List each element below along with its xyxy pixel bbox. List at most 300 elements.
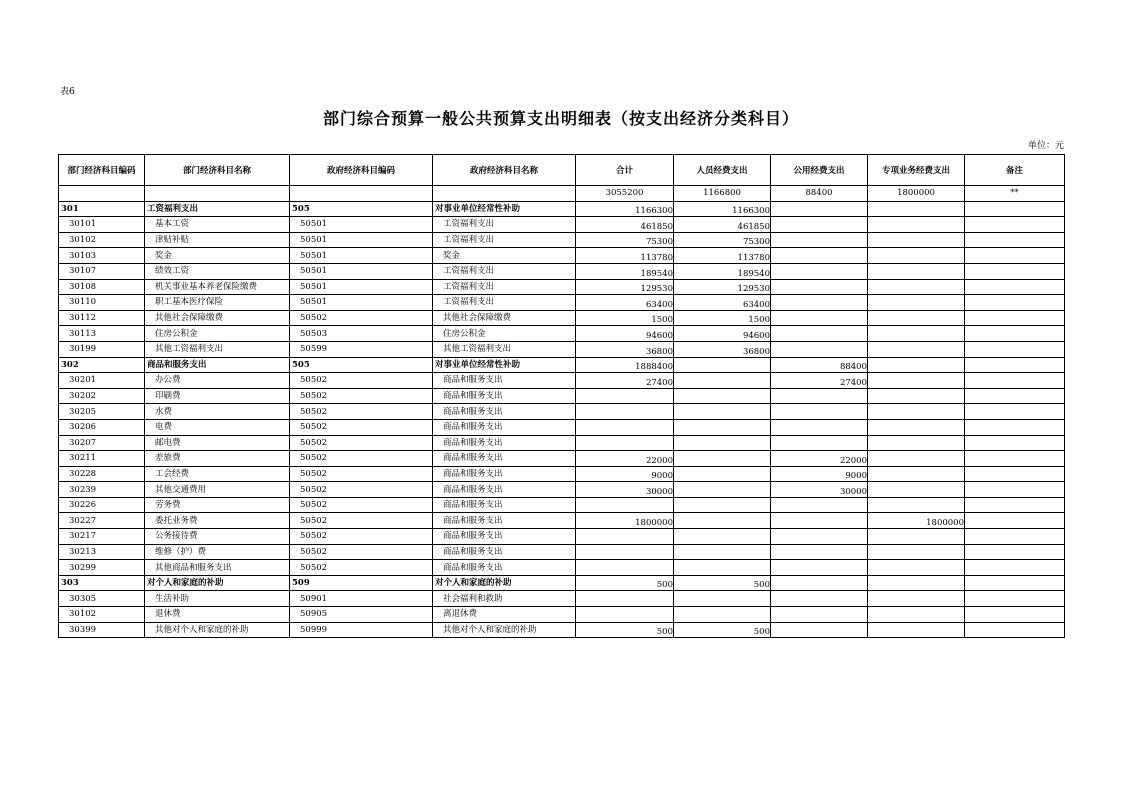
public-cell: 30000 bbox=[771, 482, 868, 498]
table-group-row bbox=[59, 357, 1065, 373]
note-cell bbox=[965, 466, 1065, 482]
gov-name-cell: 工资福利支出 bbox=[433, 263, 576, 279]
dept-code-cell: 30226 bbox=[59, 497, 145, 513]
column-header: 公用经费支出 bbox=[771, 155, 868, 186]
column-header: 部门经济科目编码 bbox=[59, 155, 145, 186]
gov-name-cell: 对个人和家庭的补助 bbox=[433, 575, 576, 591]
gov-name-cell: 商品和服务支出 bbox=[433, 482, 576, 498]
dept-code-cell: 30110 bbox=[59, 295, 145, 311]
dept-code-cell: 30399 bbox=[59, 622, 145, 638]
note-cell bbox=[965, 248, 1065, 264]
summary-public: 88400 bbox=[771, 186, 868, 202]
summary-cell-empty bbox=[145, 186, 290, 202]
summary-total: 3055200 bbox=[576, 186, 674, 202]
special-cell: 1800000 bbox=[868, 513, 965, 529]
personnel-cell: 63400 bbox=[674, 295, 771, 311]
table-row bbox=[59, 279, 1065, 295]
special-cell bbox=[868, 201, 965, 217]
gov-code-cell: 50501 bbox=[290, 279, 433, 295]
public-cell bbox=[771, 497, 868, 513]
total-cell: 1166300 bbox=[576, 201, 674, 217]
personnel-cell: 75300 bbox=[674, 232, 771, 248]
personnel-cell bbox=[674, 591, 771, 607]
gov-name-cell: 住房公积金 bbox=[433, 326, 576, 342]
dept-code-cell: 30217 bbox=[59, 529, 145, 545]
gov-name-cell: 商品和服务支出 bbox=[433, 466, 576, 482]
note-cell bbox=[965, 295, 1065, 311]
table-row bbox=[59, 544, 1065, 560]
dept-code-cell: 30207 bbox=[59, 435, 145, 451]
gov-name-cell: 对事业单位经常性补助 bbox=[433, 201, 576, 217]
total-cell bbox=[576, 435, 674, 451]
personnel-cell bbox=[674, 513, 771, 529]
total-cell: 500 bbox=[576, 622, 674, 638]
table-row bbox=[59, 560, 1065, 576]
gov-name-cell: 商品和服务支出 bbox=[433, 373, 576, 389]
public-cell bbox=[771, 232, 868, 248]
gov-name-cell: 商品和服务支出 bbox=[433, 497, 576, 513]
gov-code-cell: 50905 bbox=[290, 607, 433, 623]
total-cell bbox=[576, 591, 674, 607]
personnel-cell: 500 bbox=[674, 622, 771, 638]
public-cell bbox=[771, 310, 868, 326]
special-cell bbox=[868, 529, 965, 545]
personnel-cell bbox=[674, 388, 771, 404]
total-cell: 22000 bbox=[576, 451, 674, 467]
note-cell bbox=[965, 560, 1065, 576]
table-row bbox=[59, 248, 1065, 264]
dept-name-cell: 商品和服务支出 bbox=[145, 357, 290, 373]
special-cell bbox=[868, 310, 965, 326]
dept-name-cell: 奖金 bbox=[145, 248, 290, 264]
gov-code-cell: 509 bbox=[290, 575, 433, 591]
personnel-cell: 36800 bbox=[674, 341, 771, 357]
gov-code-cell: 50501 bbox=[290, 217, 433, 233]
special-cell bbox=[868, 357, 965, 373]
public-cell bbox=[771, 217, 868, 233]
special-cell bbox=[868, 591, 965, 607]
dept-name-cell: 机关事业基本养老保险缴费 bbox=[145, 279, 290, 295]
dept-code-cell: 30213 bbox=[59, 544, 145, 560]
dept-name-cell: 其他工资福利支出 bbox=[145, 341, 290, 357]
dept-name-cell: 印刷费 bbox=[145, 388, 290, 404]
personnel-cell: 189540 bbox=[674, 263, 771, 279]
gov-code-cell: 50501 bbox=[290, 295, 433, 311]
public-cell bbox=[771, 326, 868, 342]
special-cell bbox=[868, 435, 965, 451]
note-cell bbox=[965, 513, 1065, 529]
dept-name-cell: 委托业务费 bbox=[145, 513, 290, 529]
note-cell bbox=[965, 404, 1065, 420]
public-cell bbox=[771, 591, 868, 607]
note-cell bbox=[965, 575, 1065, 591]
dept-name-cell: 办公费 bbox=[145, 373, 290, 389]
note-cell bbox=[965, 263, 1065, 279]
table-row bbox=[59, 622, 1065, 638]
public-cell bbox=[771, 295, 868, 311]
dept-name-cell: 其他对个人和家庭的补助 bbox=[145, 622, 290, 638]
dept-code-cell: 30228 bbox=[59, 466, 145, 482]
public-cell bbox=[771, 560, 868, 576]
public-cell bbox=[771, 263, 868, 279]
table-row bbox=[59, 263, 1065, 279]
dept-name-cell: 劳务费 bbox=[145, 497, 290, 513]
total-cell: 94600 bbox=[576, 326, 674, 342]
dept-code-cell: 30211 bbox=[59, 451, 145, 467]
column-header: 人员经费支出 bbox=[674, 155, 771, 186]
gov-code-cell: 50901 bbox=[290, 591, 433, 607]
summary-personnel: 1166800 bbox=[674, 186, 771, 202]
gov-name-cell: 商品和服务支出 bbox=[433, 544, 576, 560]
note-cell bbox=[965, 388, 1065, 404]
public-cell bbox=[771, 513, 868, 529]
budget-detail-table bbox=[58, 154, 1065, 638]
note-cell bbox=[965, 451, 1065, 467]
public-cell bbox=[771, 248, 868, 264]
personnel-cell: 500 bbox=[674, 575, 771, 591]
personnel-cell: 129530 bbox=[674, 279, 771, 295]
dept-code-cell: 302 bbox=[59, 357, 145, 373]
table-row bbox=[59, 591, 1065, 607]
gov-name-cell: 商品和服务支出 bbox=[433, 529, 576, 545]
column-header: 部门经济科目名称 bbox=[145, 155, 290, 186]
note-cell bbox=[965, 357, 1065, 373]
summary-special: 1800000 bbox=[868, 186, 965, 202]
gov-name-cell: 其他对个人和家庭的补助 bbox=[433, 622, 576, 638]
gov-code-cell: 50502 bbox=[290, 310, 433, 326]
dept-name-cell: 差旅费 bbox=[145, 451, 290, 467]
special-cell bbox=[868, 466, 965, 482]
note-cell bbox=[965, 497, 1065, 513]
personnel-cell bbox=[674, 357, 771, 373]
personnel-cell: 94600 bbox=[674, 326, 771, 342]
special-cell bbox=[868, 419, 965, 435]
public-cell bbox=[771, 529, 868, 545]
public-cell bbox=[771, 622, 868, 638]
note-cell bbox=[965, 341, 1065, 357]
dept-name-cell: 退休费 bbox=[145, 607, 290, 623]
table-row bbox=[59, 513, 1065, 529]
dept-code-cell: 30108 bbox=[59, 279, 145, 295]
note-cell bbox=[965, 435, 1065, 451]
public-cell bbox=[771, 201, 868, 217]
table-row bbox=[59, 373, 1065, 389]
gov-code-cell: 50502 bbox=[290, 435, 433, 451]
table-row bbox=[59, 232, 1065, 248]
gov-name-cell: 工资福利支出 bbox=[433, 295, 576, 311]
special-cell bbox=[868, 295, 965, 311]
unit-label: 单位：元 bbox=[1027, 141, 1064, 151]
public-cell bbox=[771, 279, 868, 295]
column-header: 政府经济科目编码 bbox=[290, 155, 433, 186]
personnel-cell bbox=[674, 529, 771, 545]
total-cell bbox=[576, 497, 674, 513]
gov-name-cell: 商品和服务支出 bbox=[433, 513, 576, 529]
summary-note: ** bbox=[965, 186, 1065, 202]
gov-code-cell: 50502 bbox=[290, 388, 433, 404]
total-cell: 500 bbox=[576, 575, 674, 591]
total-cell: 129530 bbox=[576, 279, 674, 295]
public-cell: 88400 bbox=[771, 357, 868, 373]
dept-name-cell: 职工基本医疗保险 bbox=[145, 295, 290, 311]
gov-name-cell: 商品和服务支出 bbox=[433, 419, 576, 435]
special-cell bbox=[868, 326, 965, 342]
gov-name-cell: 奖金 bbox=[433, 248, 576, 264]
gov-code-cell: 505 bbox=[290, 357, 433, 373]
public-cell bbox=[771, 388, 868, 404]
note-cell bbox=[965, 482, 1065, 498]
table-row bbox=[59, 310, 1065, 326]
column-header: 备注 bbox=[965, 155, 1065, 186]
note-cell bbox=[965, 529, 1065, 545]
dept-name-cell: 其他社会保障缴费 bbox=[145, 310, 290, 326]
public-cell bbox=[771, 419, 868, 435]
total-cell: 36800 bbox=[576, 341, 674, 357]
dept-name-cell: 工资福利支出 bbox=[145, 201, 290, 217]
total-cell: 1500 bbox=[576, 310, 674, 326]
gov-code-cell: 50502 bbox=[290, 466, 433, 482]
table-row bbox=[59, 326, 1065, 342]
special-cell bbox=[868, 279, 965, 295]
table-row bbox=[59, 451, 1065, 467]
dept-code-cell: 30101 bbox=[59, 217, 145, 233]
note-cell bbox=[965, 310, 1065, 326]
special-cell bbox=[868, 248, 965, 264]
public-cell bbox=[771, 607, 868, 623]
dept-code-cell: 30103 bbox=[59, 248, 145, 264]
summary-cell-empty bbox=[59, 186, 145, 202]
special-cell bbox=[868, 607, 965, 623]
total-cell: 27400 bbox=[576, 373, 674, 389]
special-cell bbox=[868, 232, 965, 248]
total-cell: 75300 bbox=[576, 232, 674, 248]
dept-code-cell: 30107 bbox=[59, 263, 145, 279]
note-cell bbox=[965, 232, 1065, 248]
gov-code-cell: 50999 bbox=[290, 622, 433, 638]
gov-name-cell: 工资福利支出 bbox=[433, 232, 576, 248]
special-cell bbox=[868, 217, 965, 233]
total-cell bbox=[576, 388, 674, 404]
special-cell bbox=[868, 497, 965, 513]
dept-code-cell: 30199 bbox=[59, 341, 145, 357]
dept-code-cell: 30113 bbox=[59, 326, 145, 342]
dept-code-cell: 30227 bbox=[59, 513, 145, 529]
dept-name-cell: 工会经费 bbox=[145, 466, 290, 482]
gov-code-cell: 505 bbox=[290, 201, 433, 217]
gov-name-cell: 其他工资福利支出 bbox=[433, 341, 576, 357]
note-cell bbox=[965, 279, 1065, 295]
personnel-cell bbox=[674, 373, 771, 389]
table-row bbox=[59, 497, 1065, 513]
dept-code-cell: 30239 bbox=[59, 482, 145, 498]
table-group-row bbox=[59, 201, 1065, 217]
dept-name-cell: 邮电费 bbox=[145, 435, 290, 451]
total-cell: 1888400 bbox=[576, 357, 674, 373]
dept-name-cell: 公务接待费 bbox=[145, 529, 290, 545]
gov-name-cell: 工资福利支出 bbox=[433, 279, 576, 295]
table-row bbox=[59, 466, 1065, 482]
table-row bbox=[59, 435, 1065, 451]
public-cell bbox=[771, 341, 868, 357]
note-cell bbox=[965, 217, 1065, 233]
dept-name-cell: 津贴补贴 bbox=[145, 232, 290, 248]
special-cell bbox=[868, 575, 965, 591]
personnel-cell bbox=[674, 419, 771, 435]
personnel-cell: 113780 bbox=[674, 248, 771, 264]
gov-name-cell: 商品和服务支出 bbox=[433, 435, 576, 451]
table-row bbox=[59, 388, 1065, 404]
note-cell bbox=[965, 591, 1065, 607]
table-row bbox=[59, 482, 1065, 498]
gov-code-cell: 50502 bbox=[290, 497, 433, 513]
personnel-cell bbox=[674, 435, 771, 451]
dept-code-cell: 30305 bbox=[59, 591, 145, 607]
gov-code-cell: 50502 bbox=[290, 544, 433, 560]
personnel-cell bbox=[674, 560, 771, 576]
gov-name-cell: 社会福利和救助 bbox=[433, 591, 576, 607]
total-cell: 1800000 bbox=[576, 513, 674, 529]
note-cell bbox=[965, 326, 1065, 342]
gov-code-cell: 50502 bbox=[290, 560, 433, 576]
table-row bbox=[59, 419, 1065, 435]
gov-code-cell: 50501 bbox=[290, 248, 433, 264]
column-header: 政府经济科目名称 bbox=[433, 155, 576, 186]
gov-code-cell: 50502 bbox=[290, 513, 433, 529]
total-cell: 63400 bbox=[576, 295, 674, 311]
public-cell bbox=[771, 575, 868, 591]
dept-name-cell: 其他交通费用 bbox=[145, 482, 290, 498]
dept-code-cell: 30299 bbox=[59, 560, 145, 576]
dept-name-cell: 维修（护）费 bbox=[145, 544, 290, 560]
gov-code-cell: 50501 bbox=[290, 263, 433, 279]
table-row bbox=[59, 295, 1065, 311]
summary-cell-empty bbox=[290, 186, 433, 202]
dept-code-cell: 30205 bbox=[59, 404, 145, 420]
personnel-cell bbox=[674, 544, 771, 560]
table-row bbox=[59, 341, 1065, 357]
total-cell bbox=[576, 544, 674, 560]
personnel-cell bbox=[674, 404, 771, 420]
special-cell bbox=[868, 560, 965, 576]
total-cell: 9000 bbox=[576, 466, 674, 482]
special-cell bbox=[868, 373, 965, 389]
summary-cell-empty bbox=[433, 186, 576, 202]
table-group-row bbox=[59, 575, 1065, 591]
total-cell bbox=[576, 419, 674, 435]
note-cell bbox=[965, 373, 1065, 389]
total-cell: 30000 bbox=[576, 482, 674, 498]
table-row bbox=[59, 217, 1065, 233]
special-cell bbox=[868, 544, 965, 560]
dept-code-cell: 303 bbox=[59, 575, 145, 591]
note-cell bbox=[965, 607, 1065, 623]
gov-code-cell: 50599 bbox=[290, 341, 433, 357]
page-title: 部门综合预算一般公共预算支出明细表（按支出经济分类科目） bbox=[322, 109, 799, 128]
total-cell: 189540 bbox=[576, 263, 674, 279]
total-cell bbox=[576, 529, 674, 545]
gov-code-cell: 50502 bbox=[290, 451, 433, 467]
gov-code-cell: 50501 bbox=[290, 232, 433, 248]
special-cell bbox=[868, 451, 965, 467]
total-cell: 113780 bbox=[576, 248, 674, 264]
public-cell: 27400 bbox=[771, 373, 868, 389]
special-cell bbox=[868, 622, 965, 638]
gov-name-cell: 工资福利支出 bbox=[433, 217, 576, 233]
personnel-cell bbox=[674, 451, 771, 467]
gov-code-cell: 50502 bbox=[290, 419, 433, 435]
gov-name-cell: 其他社会保障缴费 bbox=[433, 310, 576, 326]
gov-name-cell: 商品和服务支出 bbox=[433, 404, 576, 420]
gov-code-cell: 50503 bbox=[290, 326, 433, 342]
total-cell: 461850 bbox=[576, 217, 674, 233]
dept-name-cell: 生活补助 bbox=[145, 591, 290, 607]
dept-code-cell: 30206 bbox=[59, 419, 145, 435]
public-cell: 9000 bbox=[771, 466, 868, 482]
dept-code-cell: 301 bbox=[59, 201, 145, 217]
table-row bbox=[59, 404, 1065, 420]
dept-name-cell: 基本工资 bbox=[145, 217, 290, 233]
dept-code-cell: 30112 bbox=[59, 310, 145, 326]
personnel-cell bbox=[674, 482, 771, 498]
dept-name-cell: 住房公积金 bbox=[145, 326, 290, 342]
gov-name-cell: 商品和服务支出 bbox=[433, 451, 576, 467]
summary-row bbox=[59, 186, 1065, 202]
public-cell: 22000 bbox=[771, 451, 868, 467]
column-header: 合计 bbox=[576, 155, 674, 186]
note-cell bbox=[965, 201, 1065, 217]
public-cell bbox=[771, 435, 868, 451]
personnel-cell bbox=[674, 466, 771, 482]
special-cell bbox=[868, 404, 965, 420]
dept-name-cell: 其他商品和服务支出 bbox=[145, 560, 290, 576]
dept-name-cell: 水费 bbox=[145, 404, 290, 420]
personnel-cell: 1500 bbox=[674, 310, 771, 326]
table-header-row bbox=[59, 155, 1065, 186]
special-cell bbox=[868, 388, 965, 404]
table-number-label: 表6 bbox=[60, 87, 75, 97]
table-row bbox=[59, 607, 1065, 623]
dept-name-cell: 绩效工资 bbox=[145, 263, 290, 279]
total-cell bbox=[576, 607, 674, 623]
gov-code-cell: 50502 bbox=[290, 404, 433, 420]
dept-code-cell: 30102 bbox=[59, 607, 145, 623]
note-cell bbox=[965, 544, 1065, 560]
total-cell bbox=[576, 560, 674, 576]
public-cell bbox=[771, 544, 868, 560]
gov-code-cell: 50502 bbox=[290, 482, 433, 498]
gov-name-cell: 商品和服务支出 bbox=[433, 388, 576, 404]
special-cell bbox=[868, 341, 965, 357]
table-row bbox=[59, 529, 1065, 545]
total-cell bbox=[576, 404, 674, 420]
note-cell bbox=[965, 622, 1065, 638]
gov-code-cell: 50502 bbox=[290, 373, 433, 389]
gov-name-cell: 对事业单位经常性补助 bbox=[433, 357, 576, 373]
special-cell bbox=[868, 263, 965, 279]
public-cell bbox=[771, 404, 868, 420]
special-cell bbox=[868, 482, 965, 498]
note-cell bbox=[965, 419, 1065, 435]
gov-name-cell: 离退休费 bbox=[433, 607, 576, 623]
personnel-cell: 1166300 bbox=[674, 201, 771, 217]
personnel-cell: 461850 bbox=[674, 217, 771, 233]
dept-code-cell: 30201 bbox=[59, 373, 145, 389]
dept-code-cell: 30102 bbox=[59, 232, 145, 248]
column-header: 专项业务经费支出 bbox=[868, 155, 965, 186]
dept-name-cell: 电费 bbox=[145, 419, 290, 435]
personnel-cell bbox=[674, 497, 771, 513]
personnel-cell bbox=[674, 607, 771, 623]
